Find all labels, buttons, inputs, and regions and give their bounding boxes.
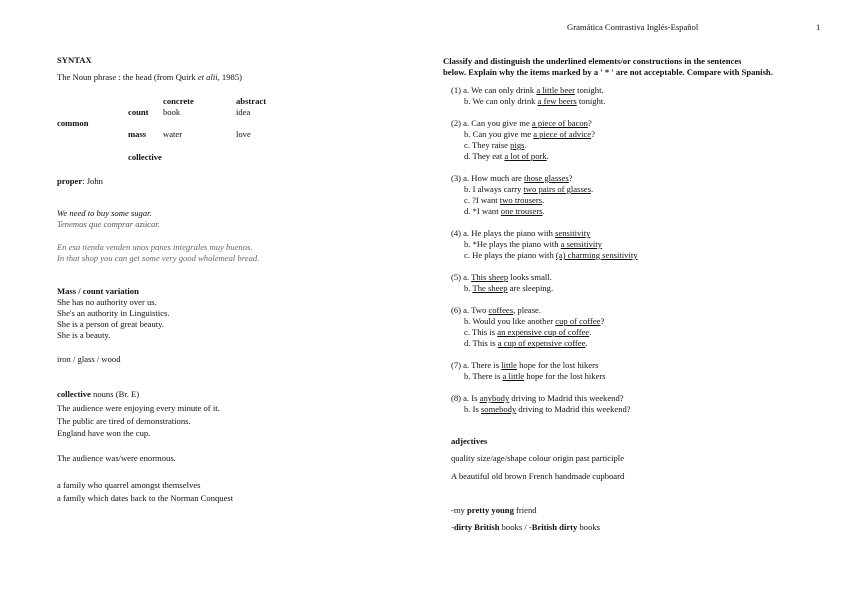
adjectives-heading: adjectives (451, 436, 488, 446)
exercise-line: b. There is a little hope for the lost hikers (464, 371, 606, 381)
exercise-line: (6) a. Two coffees, please. (451, 305, 542, 315)
table-header-abstract: abstract (236, 96, 267, 106)
example-bread-es: En esa tienda venden unos panes integrales muy buenos. (57, 242, 253, 252)
noun-phrase-line: The Noun phrase : the head (from Quirk et alii, 1985) (57, 72, 242, 82)
table-cell-love: love (236, 129, 251, 139)
list-item: She's an authority in Linguistics. (57, 308, 170, 318)
exercise-line: (3) a. How much are those glasses? (451, 173, 573, 183)
example-bread-en: In that shop you can get some very good wholemeal bread. (57, 253, 260, 263)
collective-examples (57, 402, 220, 440)
family-examples (57, 479, 233, 504)
adjective-example-line: A beautiful old brown French handmade cupboard (451, 471, 625, 481)
iron-glass-wood: iron / glass / wood (57, 354, 121, 364)
table-cell-idea: idea (236, 107, 251, 117)
exercise-line: (4) a. He plays the piano with sensitivity (451, 228, 591, 238)
exercise-group (451, 305, 638, 349)
table-label-count: count (128, 107, 149, 117)
table-cell-water: water (163, 129, 183, 139)
exercise-line: (8) a. Is anybody driving to Madrid this weekend? (451, 393, 624, 403)
exercise-group (451, 272, 638, 294)
table-label-common: common (57, 118, 89, 128)
table-header-concrete: concrete (163, 96, 194, 106)
list-item: The audience were enjoying every minute of it. (57, 403, 220, 413)
table-cell-book: book (163, 107, 181, 117)
exercise-line: b. The sheep are sleeping. (464, 283, 554, 293)
collective-heading: collective nouns (Br. E) (57, 389, 140, 399)
list-item: England have won the cup. (57, 428, 151, 438)
exercise-group (451, 118, 638, 162)
audience-line: The audience was/were enormous. (57, 453, 176, 463)
exercise-line: d. *I want one trousers. (464, 206, 545, 216)
exercise-line: (2) a. Can you give me a piece of bacon? (451, 118, 592, 128)
syntax-heading: SYNTAX (57, 55, 92, 65)
adjective-order-line: quality size/age/shape colour origin past participle (451, 453, 625, 463)
list-item: a family which dates back to the Norman Conquest (57, 492, 234, 503)
exercise-line: (7) a. There is little hope for the lost hikers (451, 360, 599, 370)
exercise-line: c. This is an expensive cup of coffee. (464, 327, 592, 337)
list-item: a family who quarrel amongst themselves (57, 480, 201, 490)
exercise-group (451, 228, 638, 261)
exercise-line: (1) a. We can only drink a little beer tonight. (451, 85, 604, 95)
exercise-line: d. This is a cup of expensive coffee. (464, 338, 588, 348)
proper-line: proper: John (57, 176, 103, 186)
exercise-line: b. *He plays the piano with a sensitivity (464, 239, 602, 249)
exercise-group (451, 173, 638, 217)
example-sugar-es: Tenemos que comprar azúcar. (57, 219, 160, 229)
mass-count-heading: Mass / count variation (57, 286, 139, 296)
list-item: She has no authority over us. (57, 297, 157, 307)
exercise-group (451, 85, 638, 107)
exercise-list (451, 85, 638, 415)
list-item: She is a beauty. (57, 330, 111, 340)
list-item: She is a person of great beauty. (57, 319, 165, 329)
list-item: The public are tired of demonstrations. (57, 415, 191, 426)
instructions-line-2: below. Explain why the items marked by a ' * ' are not acceptable. Compare with Spanish. (443, 67, 773, 77)
exercise-line: b. Is somebody driving to Madrid this weekend? (464, 404, 631, 414)
exercise-group (451, 393, 638, 415)
exercise-line: b. Can you give me a piece of advice? (464, 129, 596, 139)
table-label-collective: collective (128, 152, 162, 162)
exercise-line: b. Would you like another cup of coffee? (464, 316, 605, 326)
instructions-line-1: Classify and distinguish the underlined elements/or constructions in the sentences (443, 56, 742, 66)
pretty-young-line: -my pretty young friend (451, 505, 537, 515)
exercise-line: b. I always carry two pairs of glasses. (464, 184, 594, 194)
mass-count-examples (57, 297, 170, 341)
example-sugar-en: We need to buy some sugar. (57, 208, 152, 218)
exercise-line: d. They eat a lot of pork. (464, 151, 549, 161)
exercise-line: c. ?I want two trousers. (464, 195, 545, 205)
table-label-mass: mass (128, 129, 147, 139)
exercise-line: c. He plays the piano with (a) charming sensitivity (464, 250, 638, 260)
exercise-line: c. They raise pigs. (464, 140, 527, 150)
page-number: 1 (816, 22, 821, 32)
exercise-line: (5) a. This sheep looks small. (451, 272, 552, 282)
exercise-line: b. We can only drink a few beers tonight. (464, 96, 606, 106)
dirty-british-line: -dirty British books / -British dirty books (451, 522, 601, 532)
exercise-group (451, 360, 638, 382)
document-header-title: Gramática Contrastiva Inglés-Español (567, 22, 699, 32)
